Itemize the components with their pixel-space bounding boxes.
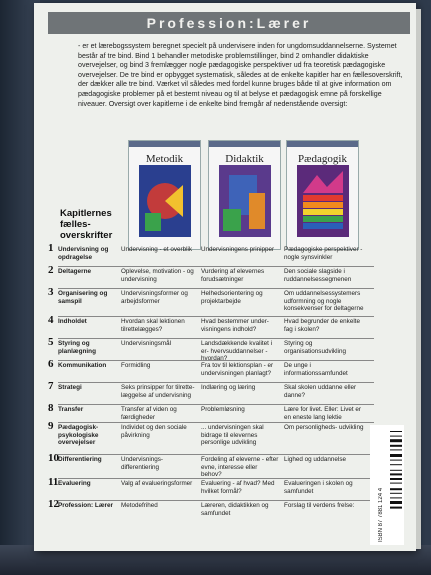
cover-art-didaktik: [219, 165, 271, 237]
chapter-num: 5: [48, 336, 54, 348]
chapter-c3: De unge i informationssamfundet: [284, 362, 348, 377]
chapter-c2: Helhedsorientering og projektarbejde: [201, 290, 263, 305]
row-divider: [58, 422, 374, 423]
chapter-c1: Undervisningsmål: [121, 340, 172, 347]
row-divider: [58, 454, 374, 455]
chapter-label: Organisering og samspil: [58, 290, 108, 305]
chapter-label: Strategi: [58, 384, 82, 391]
chapter-c3: Forslag til verdens frelse:: [284, 502, 355, 509]
chapter-label: Profession: Lærer: [58, 502, 114, 509]
chapter-c3: Hvad begrunder de enkelte fag i skolen?: [284, 318, 360, 333]
chapter-num: 9: [48, 420, 54, 432]
row-divider: [58, 478, 374, 479]
chapter-label: Kommunikation: [58, 362, 107, 369]
chapter-c1: Valg af evalueringsformer: [121, 480, 193, 487]
barcode-bar: [390, 431, 402, 432]
chapter-c2: Fordeling af eleverne - efter evne, interesse eller behov?: [201, 456, 279, 479]
chapter-label: Evaluering: [58, 480, 91, 487]
barcode-bar: [390, 449, 402, 450]
chapter-c2: Undervisningens prinipper: [201, 246, 275, 253]
series-title: Profession:Lærer: [48, 12, 410, 34]
row-divider: [58, 316, 374, 317]
chapter-c1: Undervisning - et overblik: [121, 246, 193, 253]
chapter-c3: Styring og organisationsudvikling: [284, 340, 346, 355]
chapter-label: Styring og planlægning: [58, 340, 96, 355]
intro-text: - er et lærebogssystem beregnet specielt på undervisere inden for ungdomsuddannelserne. Systemet består af tre bind. Bind 1 behandler metodiske problemstillinger, bind 2 omhandler didaktiske overvejelser, og bind 3 fremlægger nogle pædagogiske perspektiver ud fra teoretisk pædagogiske overvejelser. De tre bind er opbygget systematisk, således at de enkelte kapitler har en fællesoverskrift, der dækker alle tre bind. Værket vil således med fordel kunne bruges både til at give information om pædagogiske problemer på et bestemt niveau og til at belyse et pædagogisk emne på forskellige niveauer. Oversigt over kapitlerne i de enkelte bind fremgår af nedenstående oversigt:: [78, 42, 403, 108]
row-divider: [58, 382, 374, 383]
chapter-c3: Pædagogiske perspektiver - nogle synsvinkler: [284, 246, 363, 261]
chapter-c2: Hvad bestemmer under- visningens indhold?: [201, 318, 269, 333]
chapters-heading: Kapitlernes fælles-overskrifter: [60, 208, 113, 241]
chapter-num: 3: [48, 286, 54, 298]
cover-metodik: [128, 140, 201, 250]
chapter-c3: Om uddannelsessystemers udformning og nogle konsekvenser for deltagerne: [284, 290, 364, 313]
chapter-c1: Undervisningsformer og arbejdsformer: [121, 290, 188, 305]
chapter-c1: Hvordan skal lektionen tilrettelægges?: [121, 318, 185, 333]
cover-title: Didaktik: [225, 153, 264, 165]
chapter-c3: Lære for livet. Eller: Livet er en eneste lang lektie: [284, 406, 361, 421]
chapter-c1: Seks prinsipper for tilrette- læggelse af undervisning: [121, 384, 195, 399]
barcode-bar: [390, 439, 402, 442]
chapter-c3: Lighed og uddannelse: [284, 456, 346, 463]
cover-title: Pædagogik: [298, 153, 347, 165]
chapter-c2: Vurdering af elevernes forudsætninger: [201, 268, 265, 283]
row-divider: [58, 360, 374, 361]
chapter-num: 7: [48, 380, 54, 392]
chapter-c2: Læreren, didaktikken og samfundet: [201, 502, 269, 517]
cover-art-metodik: [139, 165, 191, 237]
barcode-bar: [390, 436, 402, 437]
chapter-label: Pædagogisk- psykologiske overvejelser: [58, 424, 99, 447]
cover-didaktik: [208, 140, 281, 250]
chapter-num: 11: [48, 476, 59, 488]
chapter-c3: Den sociale slagside i ruddannelsessegmenen: [284, 268, 352, 283]
chapter-label: Indholdet: [58, 318, 87, 325]
row-divider: [58, 500, 374, 501]
chapter-c3: Om personligheds- udvikling: [284, 424, 364, 431]
isbn: ISBN 87 7881 124 4: [378, 487, 384, 542]
chapter-label: Deltagerne: [58, 268, 92, 275]
chapter-num: 4: [48, 314, 54, 326]
chapter-label: Transfer: [58, 406, 84, 413]
barcode-bar: [390, 445, 402, 447]
chapter-label: Undervisning og opdragelse: [58, 246, 109, 261]
chapter-c2: Evaluering - af hvad? Med hvilket formål?: [201, 480, 275, 495]
chapter-num: 10: [48, 452, 59, 464]
row-divider: [58, 266, 374, 267]
chapter-c3: Skal skolen uddanne eller danne?: [284, 384, 357, 399]
chapter-c2: ... undervisningen skal bidrage til elevernes personlige udvikling: [201, 424, 264, 447]
chapter-c2: Fra tov til lektionsplan - er undervisningen planlagt?: [201, 362, 274, 377]
chapter-num: 2: [48, 264, 54, 276]
chapter-num: 12: [48, 498, 59, 510]
chapter-num: 8: [48, 402, 54, 414]
chapter-c2: Problemløsning: [201, 406, 245, 413]
chapter-c2: Indlæring og læring: [201, 384, 256, 391]
chapter-c1: Individet og den sociale påvirkning: [121, 424, 187, 439]
chapter-label: Differentiering: [58, 456, 102, 463]
chapter-num: 6: [48, 358, 54, 370]
row-divider: [58, 288, 374, 289]
chapter-num: 1: [48, 242, 54, 254]
cover-art-paedagogik: [297, 165, 349, 237]
row-divider: [58, 338, 374, 339]
cover-paedagogik: [286, 140, 359, 250]
chapter-c3: Evalueringen i skolen og samfundet: [284, 480, 353, 495]
row-divider: [58, 404, 374, 405]
chapter-c1: Undervisnings- differentiering: [121, 456, 163, 471]
chapter-c1: Oplevelse, motivation - og undervisning: [121, 268, 194, 283]
chapter-c1: Metodefrihed: [121, 502, 158, 509]
chapter-c1: Transfer af viden og færdigheder: [121, 406, 177, 421]
chapter-c1: Formidling: [121, 362, 151, 369]
cover-title: Metodik: [145, 153, 184, 165]
chapter-c2: Landsdækkende kvalitet i er- hvervsuddannelser - hvordan?: [201, 340, 273, 363]
